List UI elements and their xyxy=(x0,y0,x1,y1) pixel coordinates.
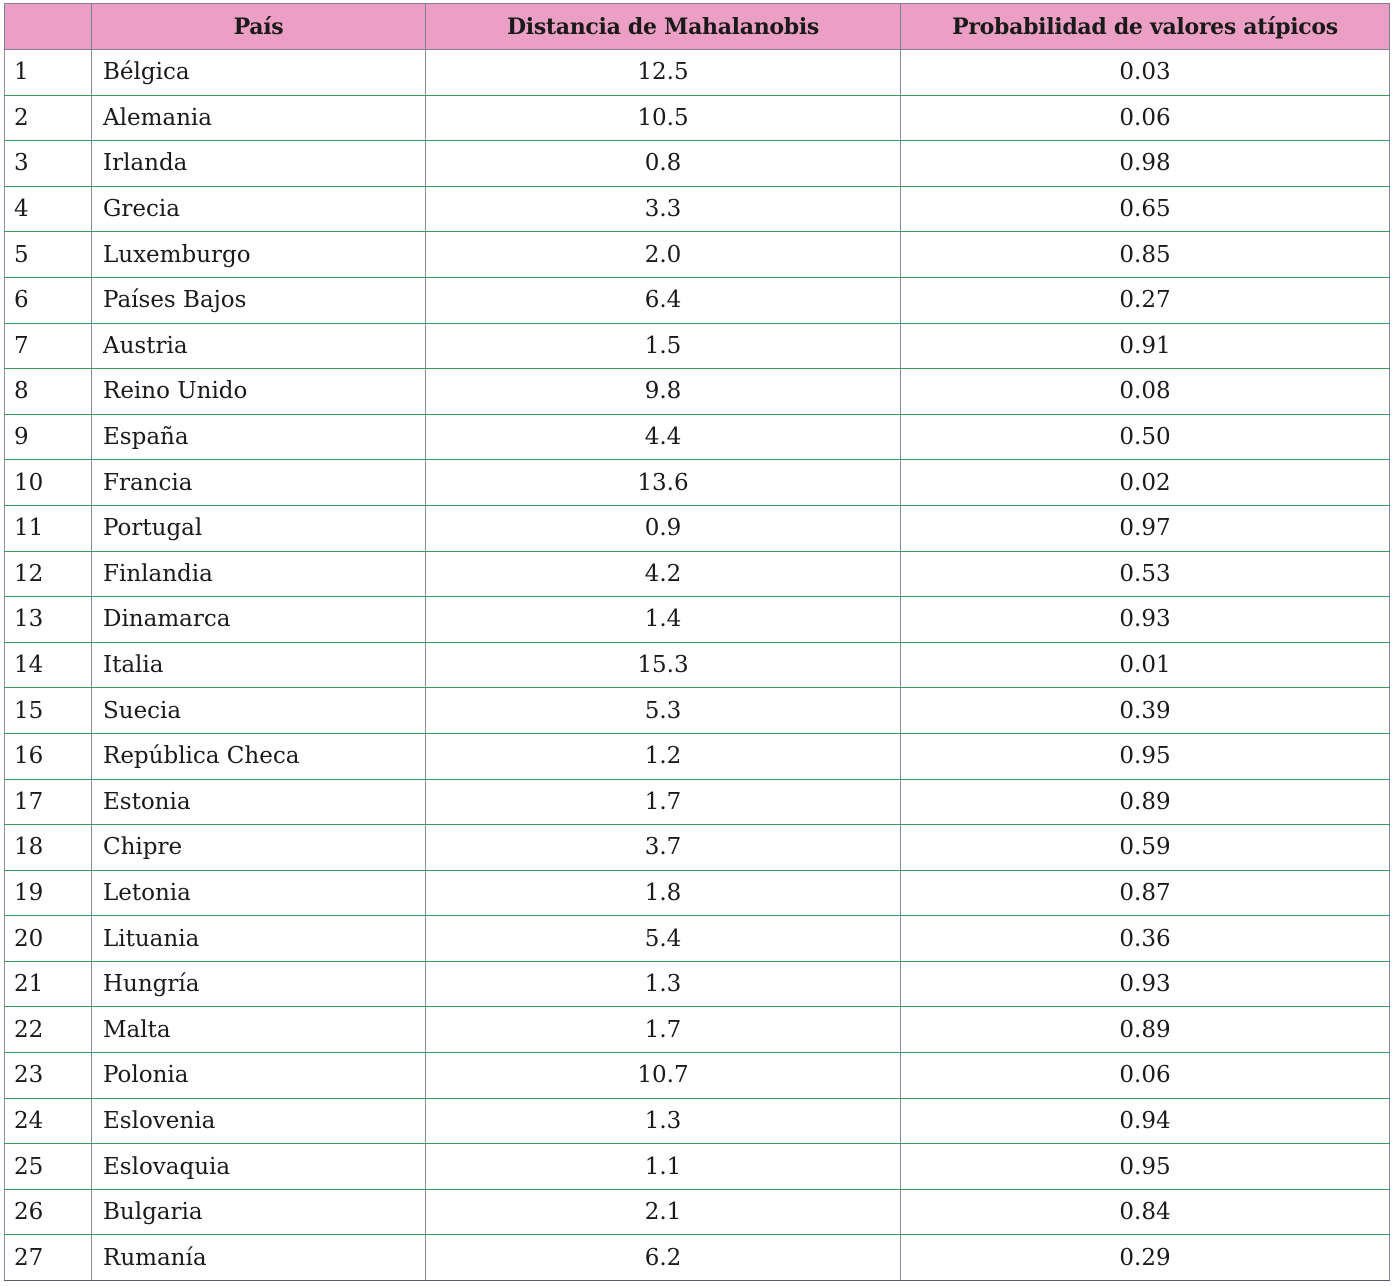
outlier-table-container xyxy=(4,3,1389,1281)
distance-cell: 1.7 xyxy=(426,779,901,825)
country-cell: Dinamarca xyxy=(92,597,426,643)
country-cell: Lituania xyxy=(92,916,426,962)
table-row xyxy=(5,323,1390,369)
probability-cell: 0.98 xyxy=(901,141,1390,187)
table-row xyxy=(5,779,1390,825)
country-cell: Hungría xyxy=(92,961,426,1007)
header-index xyxy=(5,4,92,50)
row-index: 13 xyxy=(5,597,92,643)
country-cell: Eslovenia xyxy=(92,1098,426,1144)
probability-cell: 0.06 xyxy=(901,95,1390,141)
table-row xyxy=(5,1235,1390,1281)
country-cell: Rumanía xyxy=(92,1235,426,1281)
table-row xyxy=(5,1098,1390,1144)
probability-cell: 0.84 xyxy=(901,1189,1390,1235)
row-index: 21 xyxy=(5,961,92,1007)
header-distance: Distancia de Mahalanobis xyxy=(426,4,901,50)
table-row xyxy=(5,870,1390,916)
country-cell: Chipre xyxy=(92,825,426,871)
row-index: 4 xyxy=(5,186,92,232)
probability-cell: 0.02 xyxy=(901,460,1390,506)
distance-cell: 1.3 xyxy=(426,1098,901,1144)
distance-cell: 1.2 xyxy=(426,733,901,779)
distance-cell: 12.5 xyxy=(426,50,901,96)
row-index: 16 xyxy=(5,733,92,779)
distance-cell: 10.5 xyxy=(426,95,901,141)
probability-cell: 0.29 xyxy=(901,1235,1390,1281)
country-cell: Luxemburgo xyxy=(92,232,426,278)
distance-cell: 5.3 xyxy=(426,688,901,734)
country-cell: Austria xyxy=(92,323,426,369)
country-cell: Alemania xyxy=(92,95,426,141)
table-row xyxy=(5,1053,1390,1099)
distance-cell: 0.9 xyxy=(426,505,901,551)
distance-cell: 1.1 xyxy=(426,1144,901,1190)
probability-cell: 0.95 xyxy=(901,1144,1390,1190)
distance-cell: 15.3 xyxy=(426,642,901,688)
probability-cell: 0.94 xyxy=(901,1098,1390,1144)
country-cell: España xyxy=(92,414,426,460)
distance-cell: 3.7 xyxy=(426,825,901,871)
table-row xyxy=(5,369,1390,415)
probability-cell: 0.93 xyxy=(901,597,1390,643)
table-body xyxy=(5,50,1390,1281)
probability-cell: 0.91 xyxy=(901,323,1390,369)
country-cell: Francia xyxy=(92,460,426,506)
country-cell: Estonia xyxy=(92,779,426,825)
country-cell: Países Bajos xyxy=(92,277,426,323)
country-cell: Letonia xyxy=(92,870,426,916)
distance-cell: 5.4 xyxy=(426,916,901,962)
probability-cell: 0.95 xyxy=(901,733,1390,779)
row-index: 20 xyxy=(5,916,92,962)
probability-cell: 0.39 xyxy=(901,688,1390,734)
probability-cell: 0.65 xyxy=(901,186,1390,232)
probability-cell: 0.93 xyxy=(901,961,1390,1007)
distance-cell: 1.3 xyxy=(426,961,901,1007)
distance-cell: 6.2 xyxy=(426,1235,901,1281)
distance-cell: 1.4 xyxy=(426,597,901,643)
table-row xyxy=(5,95,1390,141)
row-index: 19 xyxy=(5,870,92,916)
probability-cell: 0.89 xyxy=(901,779,1390,825)
row-index: 27 xyxy=(5,1235,92,1281)
row-index: 22 xyxy=(5,1007,92,1053)
distance-cell: 1.8 xyxy=(426,870,901,916)
row-index: 24 xyxy=(5,1098,92,1144)
distance-cell: 2.0 xyxy=(426,232,901,278)
row-index: 10 xyxy=(5,460,92,506)
probability-cell: 0.89 xyxy=(901,1007,1390,1053)
country-cell: República Checa xyxy=(92,733,426,779)
distance-cell: 9.8 xyxy=(426,369,901,415)
probability-cell: 0.53 xyxy=(901,551,1390,597)
table-row xyxy=(5,186,1390,232)
row-index: 14 xyxy=(5,642,92,688)
country-cell: Reino Unido xyxy=(92,369,426,415)
table-row xyxy=(5,141,1390,187)
table-row xyxy=(5,505,1390,551)
row-index: 7 xyxy=(5,323,92,369)
table-row xyxy=(5,460,1390,506)
country-cell: Portugal xyxy=(92,505,426,551)
header-country: País xyxy=(92,4,426,50)
row-index: 8 xyxy=(5,369,92,415)
table-row xyxy=(5,688,1390,734)
probability-cell: 0.85 xyxy=(901,232,1390,278)
probability-cell: 0.36 xyxy=(901,916,1390,962)
probability-cell: 0.08 xyxy=(901,369,1390,415)
table-row xyxy=(5,551,1390,597)
country-cell: Eslovaquia xyxy=(92,1144,426,1190)
probability-cell: 0.03 xyxy=(901,50,1390,96)
table-row xyxy=(5,733,1390,779)
distance-cell: 1.5 xyxy=(426,323,901,369)
table-row xyxy=(5,1189,1390,1235)
row-index: 18 xyxy=(5,825,92,871)
table-row xyxy=(5,232,1390,278)
row-index: 23 xyxy=(5,1053,92,1099)
probability-cell: 0.01 xyxy=(901,642,1390,688)
row-index: 3 xyxy=(5,141,92,187)
probability-cell: 0.97 xyxy=(901,505,1390,551)
row-index: 11 xyxy=(5,505,92,551)
distance-cell: 3.3 xyxy=(426,186,901,232)
country-cell: Bélgica xyxy=(92,50,426,96)
country-cell: Grecia xyxy=(92,186,426,232)
row-index: 5 xyxy=(5,232,92,278)
table-row xyxy=(5,1144,1390,1190)
table-row xyxy=(5,961,1390,1007)
row-index: 9 xyxy=(5,414,92,460)
probability-cell: 0.87 xyxy=(901,870,1390,916)
outlier-table xyxy=(4,3,1390,1281)
distance-cell: 1.7 xyxy=(426,1007,901,1053)
probability-cell: 0.50 xyxy=(901,414,1390,460)
row-index: 1 xyxy=(5,50,92,96)
table-row xyxy=(5,277,1390,323)
distance-cell: 13.6 xyxy=(426,460,901,506)
row-index: 25 xyxy=(5,1144,92,1190)
probability-cell: 0.27 xyxy=(901,277,1390,323)
row-index: 15 xyxy=(5,688,92,734)
distance-cell: 2.1 xyxy=(426,1189,901,1235)
row-index: 26 xyxy=(5,1189,92,1235)
table-row xyxy=(5,642,1390,688)
probability-cell: 0.06 xyxy=(901,1053,1390,1099)
country-cell: Polonia xyxy=(92,1053,426,1099)
distance-cell: 4.2 xyxy=(426,551,901,597)
table-row xyxy=(5,916,1390,962)
table-row xyxy=(5,414,1390,460)
row-index: 2 xyxy=(5,95,92,141)
table-row xyxy=(5,50,1390,96)
country-cell: Suecia xyxy=(92,688,426,734)
distance-cell: 6.4 xyxy=(426,277,901,323)
header-probability: Probabilidad de valores atípicos xyxy=(901,4,1390,50)
distance-cell: 10.7 xyxy=(426,1053,901,1099)
distance-cell: 4.4 xyxy=(426,414,901,460)
country-cell: Malta xyxy=(92,1007,426,1053)
distance-cell: 0.8 xyxy=(426,141,901,187)
country-cell: Irlanda xyxy=(92,141,426,187)
header-row xyxy=(5,4,1390,50)
table-header xyxy=(5,4,1390,50)
country-cell: Bulgaria xyxy=(92,1189,426,1235)
country-cell: Italia xyxy=(92,642,426,688)
row-index: 6 xyxy=(5,277,92,323)
row-index: 12 xyxy=(5,551,92,597)
probability-cell: 0.59 xyxy=(901,825,1390,871)
row-index: 17 xyxy=(5,779,92,825)
table-row xyxy=(5,1007,1390,1053)
table-row xyxy=(5,825,1390,871)
table-row xyxy=(5,597,1390,643)
country-cell: Finlandia xyxy=(92,551,426,597)
